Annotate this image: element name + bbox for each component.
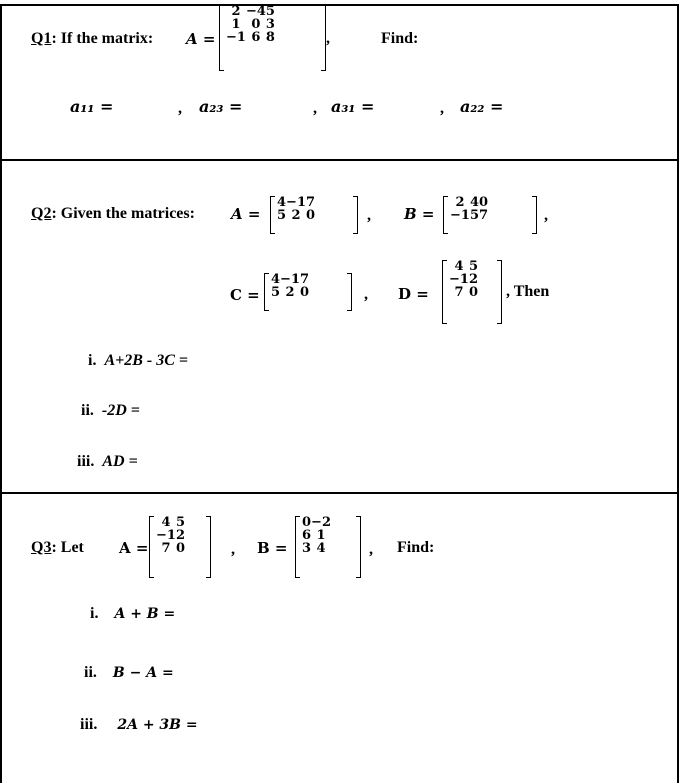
part-number: i. bbox=[90, 605, 99, 622]
q1-matrix-name: A = bbox=[186, 30, 216, 48]
cell: −1 bbox=[450, 208, 470, 223]
part-expression: A+2B - 3C = bbox=[104, 352, 189, 369]
cell: 4 bbox=[271, 272, 281, 287]
q3-matrix-b bbox=[295, 516, 361, 578]
q1-item-a31: a₃₁ = bbox=[331, 97, 375, 116]
q1-item-a11: a₁₁ = bbox=[70, 97, 114, 116]
q1-heading bbox=[31, 31, 153, 47]
cell: 5 bbox=[277, 208, 287, 223]
q3-matrix-a bbox=[149, 516, 211, 578]
q2-b-sep: , bbox=[544, 207, 548, 224]
cell: 0 bbox=[300, 285, 310, 300]
part-expression: A + B = bbox=[114, 606, 176, 622]
matrix-grid bbox=[449, 260, 478, 299]
q2-a-name: A = bbox=[231, 205, 261, 223]
cell: 8 bbox=[265, 30, 275, 45]
q3-part-i bbox=[90, 606, 175, 622]
cell: 2 bbox=[468, 272, 478, 287]
cell: 1 bbox=[231, 17, 241, 32]
part-expression: -2D = bbox=[101, 402, 140, 419]
q2-part-i bbox=[88, 353, 188, 369]
right-bracket bbox=[206, 516, 211, 578]
q2-matrix-a bbox=[270, 196, 358, 234]
right-border bbox=[677, 4, 679, 783]
cell: 1 bbox=[316, 528, 326, 543]
cell: 7 bbox=[161, 541, 171, 556]
q1-item-sep: , bbox=[313, 100, 317, 117]
cell: 0 bbox=[479, 195, 489, 210]
left-bracket bbox=[264, 273, 269, 311]
left-bracket bbox=[149, 516, 154, 578]
cell: 5 bbox=[265, 4, 275, 19]
cell: 4 bbox=[469, 195, 479, 210]
q1-matrix-comma: , bbox=[326, 30, 330, 47]
q3-prompt: : Let bbox=[51, 539, 84, 556]
q1-matrix-a bbox=[219, 5, 326, 71]
q3-part-iii bbox=[80, 717, 198, 733]
cell: 4 bbox=[161, 515, 171, 530]
q3-b-name: B = bbox=[257, 539, 288, 557]
cell: 5 bbox=[175, 515, 185, 530]
right-bracket bbox=[353, 196, 358, 234]
part-expression: 2A + 3B = bbox=[117, 717, 198, 733]
divider-q2-q3 bbox=[0, 492, 679, 494]
q2-label: Q2 bbox=[31, 205, 52, 222]
cell: 2 bbox=[291, 208, 301, 223]
q2-d-name: D = bbox=[398, 285, 429, 303]
cell: 3 bbox=[265, 17, 275, 32]
cell: 2 bbox=[285, 285, 295, 300]
top-border bbox=[0, 4, 679, 6]
cell: 0 bbox=[251, 17, 261, 32]
q1-item-sep: , bbox=[178, 100, 182, 117]
cell: 7 bbox=[300, 272, 310, 287]
right-bracket bbox=[532, 196, 537, 234]
q3-heading bbox=[31, 540, 84, 556]
part-number: iii. bbox=[80, 716, 98, 733]
part-expression: B − A = bbox=[112, 665, 174, 681]
left-border bbox=[0, 4, 2, 783]
q2-c-name: C = bbox=[230, 286, 260, 304]
q3-a-sep: , bbox=[231, 541, 235, 558]
cell: 0 bbox=[302, 515, 312, 530]
part-expression: AD = bbox=[102, 453, 138, 470]
matrix-grid bbox=[226, 5, 275, 44]
q2-matrix-d bbox=[442, 260, 502, 324]
cell: −1 bbox=[449, 272, 469, 287]
cell: −1 bbox=[280, 272, 300, 287]
q1-label: Q1 bbox=[31, 30, 52, 47]
part-number: ii. bbox=[81, 402, 94, 419]
cell: 5 bbox=[468, 259, 478, 274]
q1-item-sep: , bbox=[440, 100, 444, 117]
q1-prompt: : If the matrix: bbox=[51, 30, 154, 47]
cell: −1 bbox=[226, 30, 246, 45]
left-bracket bbox=[443, 196, 448, 234]
right-bracket bbox=[347, 273, 352, 311]
q2-matrix-b bbox=[443, 196, 537, 234]
part-number: ii. bbox=[84, 664, 97, 681]
cell: 6 bbox=[302, 528, 312, 543]
matrix-grid bbox=[271, 273, 309, 299]
q1-find: Find: bbox=[381, 30, 419, 47]
q2-c-sep: , bbox=[364, 286, 368, 303]
q3-b-sep: , bbox=[369, 541, 373, 558]
left-bracket bbox=[295, 516, 300, 578]
cell: 4 bbox=[316, 541, 326, 556]
cell: 7 bbox=[454, 285, 464, 300]
q3-label: Q3 bbox=[31, 539, 52, 556]
right-bracket bbox=[497, 260, 502, 324]
cell: −4 bbox=[245, 4, 266, 19]
q2-prompt: : Given the matrices: bbox=[51, 205, 195, 222]
cell: 2 bbox=[175, 528, 185, 543]
cell: −2 bbox=[311, 515, 331, 530]
q2-part-ii bbox=[81, 403, 140, 419]
cell: −1 bbox=[286, 195, 306, 210]
q3-a-name: A = bbox=[119, 539, 149, 557]
q2-d-sep: , Then bbox=[506, 283, 550, 300]
left-bracket bbox=[270, 196, 275, 234]
cell: −1 bbox=[156, 528, 176, 543]
cell: 7 bbox=[306, 195, 316, 210]
matrix-grid bbox=[450, 196, 488, 222]
matrix-grid bbox=[156, 516, 185, 555]
cell: 4 bbox=[277, 195, 287, 210]
matrix-grid bbox=[277, 196, 315, 222]
cell: 0 bbox=[306, 208, 316, 223]
cell: 0 bbox=[468, 285, 478, 300]
left-bracket bbox=[219, 5, 224, 71]
right-bracket bbox=[356, 516, 361, 578]
cell: 2 bbox=[231, 4, 241, 19]
divider-q1-q2 bbox=[0, 159, 679, 161]
part-number: i. bbox=[88, 352, 97, 369]
q1-item-a22: a₂₂ = bbox=[460, 97, 504, 116]
cell: 5 bbox=[469, 208, 479, 223]
q3-find: Find: bbox=[397, 539, 435, 556]
cell: 2 bbox=[455, 195, 465, 210]
cell: 3 bbox=[302, 541, 312, 556]
q2-a-sep: , bbox=[367, 207, 371, 224]
cell: 5 bbox=[271, 285, 281, 300]
q2-b-name: B = bbox=[404, 205, 435, 223]
q1-item-a23: a₂₃ = bbox=[199, 97, 243, 116]
cell: 4 bbox=[454, 259, 464, 274]
q2-matrix-c bbox=[264, 273, 352, 311]
q3-part-ii bbox=[84, 665, 174, 681]
matrix-grid bbox=[302, 516, 331, 555]
cell: 6 bbox=[251, 30, 261, 45]
q2-heading bbox=[31, 206, 195, 222]
cell: 0 bbox=[175, 541, 185, 556]
q2-part-iii bbox=[77, 454, 138, 470]
left-bracket bbox=[442, 260, 447, 324]
part-number: iii. bbox=[77, 453, 95, 470]
cell: 7 bbox=[479, 208, 489, 223]
